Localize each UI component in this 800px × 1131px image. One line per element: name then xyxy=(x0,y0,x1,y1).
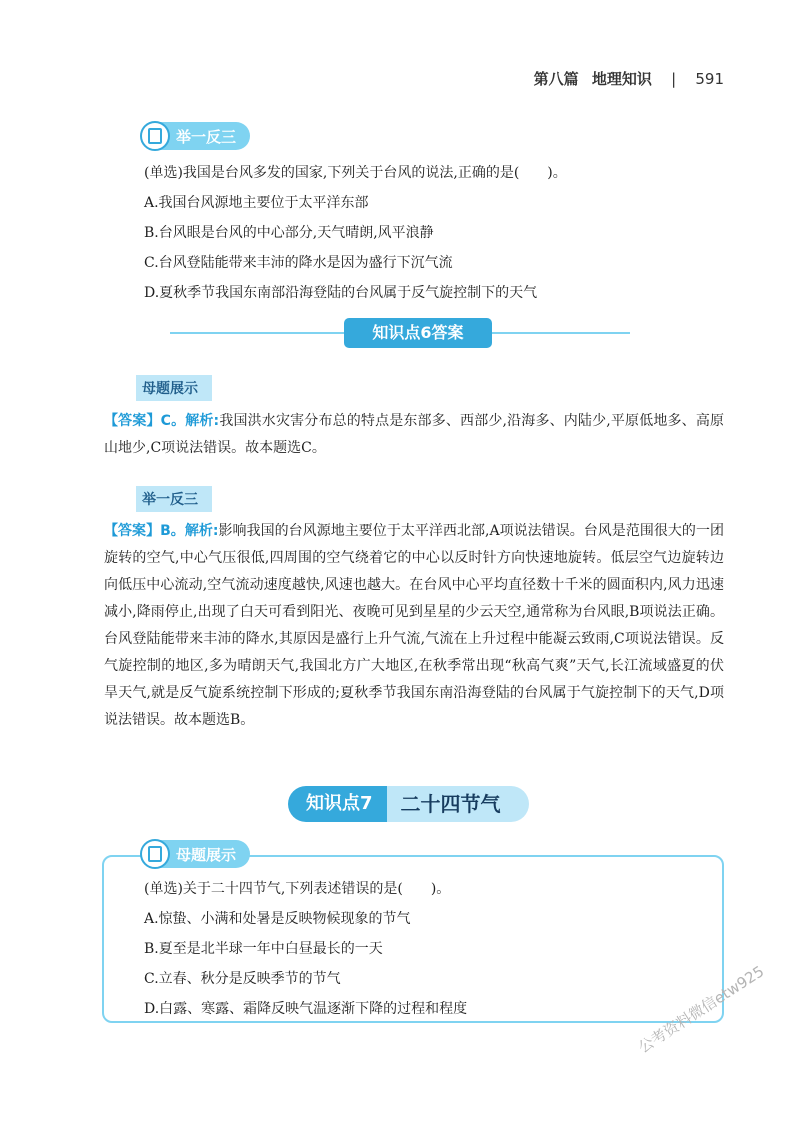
option-d: D.夏秋季节我国东南部沿海登陆的台风属于反气旋控制下的天气 xyxy=(144,285,538,301)
answer-explanation: 我国洪水灾害分布总的特点是东部多、西部少,沿海多、内陆少,平原低地多、高原山地少,C项说法错误。故本题选C。 xyxy=(104,413,724,456)
option-b: B.夏至是北半球一年中白昼最长的一天 xyxy=(144,941,383,957)
option-d: D.白露、寒露、霜降反映气温逐渐下降的过程和程度 xyxy=(144,1001,468,1017)
answer-explanation: 影响我国的台风源地主要位于太平洋西北部,A项说法错误。台风是范围很大的一团旋转的空气,中心气压很低,四周围的空气绕着它的中心以反时针方向快速地旋转。低层空气边旋转边向低压中心流动,空气流动速度越快,风速也越大。在台风中心平均直径数十千米的圆面积内,风力迅速减小,降雨停止,出现了白天可看到阳光、夜晚可见到星星的少云天空,通常称为台风眼,B项说法正确。台风登陆能带来丰沛的降水,其原因是盛行上升气流,气流在上升过程中能凝云致雨,C项说法错误。反气旋控制的地区,多为晴朗天气,我国北方广大地区,在秋季常出现“秋高气爽”天气,长江流域盛夏的伏旱天气,就是反气旋系统控制下形成的;夏秋季节我国东南沿海登陆的台风属于气旋控制下的天气,D项说法错误。故本题选B。 xyxy=(104,523,724,728)
practice-tag: 举一反三 xyxy=(136,486,212,512)
question-text: (单选)关于二十四节气,下列表述错误的是( )。 xyxy=(144,881,451,897)
answer-label: 【答案】C。解析: xyxy=(104,413,220,429)
mother-question-tag: 母题展示 xyxy=(136,375,212,401)
header-separator: | xyxy=(671,70,677,88)
mother-question-label xyxy=(142,840,250,868)
option-c: C.台风登陆能带来丰沛的降水是因为盛行下沉气流 xyxy=(144,255,453,271)
page-header xyxy=(534,68,724,89)
option-a: A.我国台风源地主要位于太平洋东部 xyxy=(144,195,369,211)
practice-question-block xyxy=(144,158,567,308)
page-number: 591 xyxy=(695,70,724,88)
document-icon xyxy=(140,121,170,151)
answer-banner-title: 知识点6答案 xyxy=(344,318,492,348)
answer-label: 【答案】B。解析: xyxy=(104,523,219,539)
option-a: A.惊蛰、小满和处暑是反映物候现象的节气 xyxy=(144,911,411,927)
answer-banner xyxy=(0,318,800,348)
topic-label: 地理知识 xyxy=(591,70,652,88)
section-title: 二十四节气 xyxy=(387,786,529,822)
question-text: (单选)我国是台风多发的国家,下列关于台风的说法,正确的是( )。 xyxy=(144,165,567,181)
document-icon xyxy=(140,839,170,869)
option-c: C.立春、秋分是反映季节的节气 xyxy=(144,971,341,987)
mother-question-label-text: 母题展示 xyxy=(176,845,237,864)
section-heading xyxy=(288,786,529,822)
section-number: 知识点7 xyxy=(288,786,387,822)
mother-question-answer xyxy=(104,408,724,462)
watermark: 公考资料微信etw925 xyxy=(635,962,768,1057)
chapter-label: 第八篇 xyxy=(533,70,579,88)
practice-answer xyxy=(104,518,724,734)
mother-question-block xyxy=(144,874,467,1024)
practice-label-text: 举一反三 xyxy=(176,127,237,146)
practice-label xyxy=(142,122,250,150)
option-b: B.台风眼是台风的中心部分,天气晴朗,风平浪静 xyxy=(144,225,434,241)
